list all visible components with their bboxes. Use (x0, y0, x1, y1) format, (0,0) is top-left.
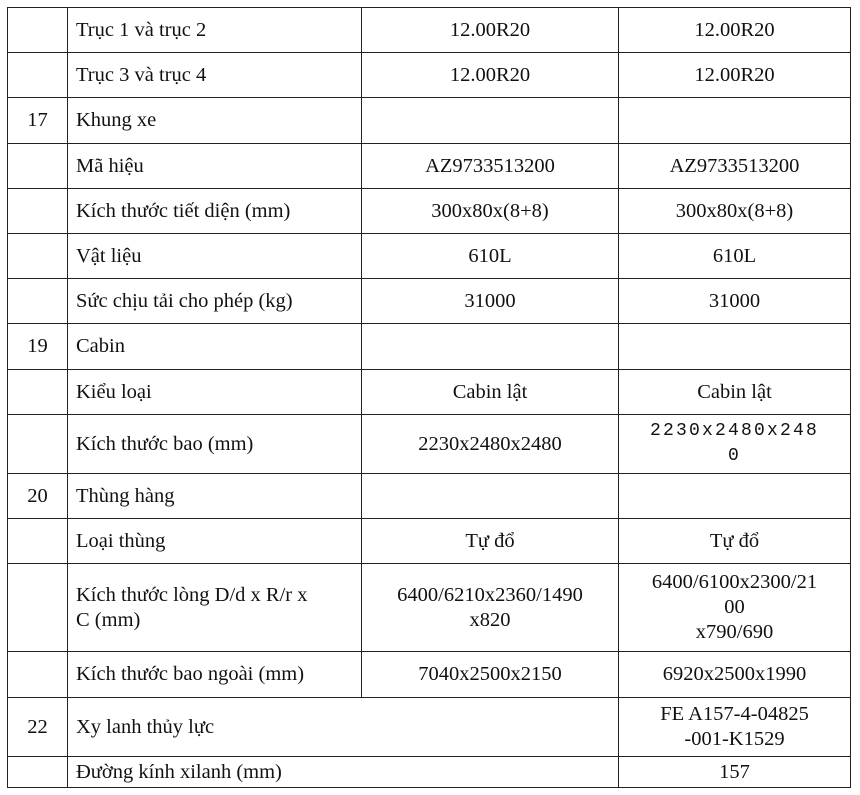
value-cell (619, 324, 851, 370)
value-cell (619, 698, 851, 757)
value-line: x790/690 (695, 621, 774, 643)
row-number (8, 279, 68, 324)
table-row (8, 698, 851, 757)
row-label: Vật liệu (68, 234, 362, 279)
value-cell: 12.00R20 (619, 8, 851, 53)
row-label: Kích thước bao (mm) (68, 415, 362, 474)
value-line: 6400/6210x2360/1490 (397, 583, 583, 606)
row-number (8, 652, 68, 698)
value-cell: 12.00R20 (362, 8, 619, 53)
value-cell (362, 98, 619, 144)
row-number (8, 234, 68, 279)
table-row (8, 98, 851, 144)
row-number (8, 8, 68, 53)
table-row (8, 279, 851, 324)
row-label: Đường kính xilanh (mm) (68, 757, 619, 788)
value-cell: 31000 (362, 279, 619, 324)
value-cell (619, 98, 851, 144)
label-line: Kích thước lòng D/d x R/r x (76, 583, 308, 606)
value-cell: 12.00R20 (362, 53, 619, 98)
table-row (8, 474, 851, 519)
row-label: Cabin (68, 324, 362, 370)
value-cell: AZ9733513200 (362, 144, 619, 189)
row-label: Kích thước bao ngoài (mm) (68, 652, 362, 698)
table-row (8, 564, 851, 652)
row-number: 22 (8, 698, 68, 757)
table-row (8, 324, 851, 370)
row-number (8, 757, 68, 788)
value-cell: 2230x2480x2480 (362, 415, 619, 474)
row-label: Thùng hàng (68, 474, 362, 519)
table-row (8, 370, 851, 415)
value-line: 00 (724, 596, 745, 618)
table-row (8, 8, 851, 53)
spec-table (7, 7, 851, 788)
table-row (8, 652, 851, 698)
row-number (8, 53, 68, 98)
value-line: 2230x2480x248 (649, 421, 820, 441)
table-row (8, 189, 851, 234)
row-number (8, 189, 68, 234)
row-label: Xy lanh thủy lực (68, 698, 619, 757)
table-row (8, 757, 851, 788)
value-line: 0 (727, 446, 741, 466)
value-cell: 610L (362, 234, 619, 279)
table-row (8, 519, 851, 564)
value-cell (619, 474, 851, 519)
value-cell: 12.00R20 (619, 53, 851, 98)
value-cell (619, 564, 851, 652)
value-cell (619, 415, 851, 474)
row-number: 17 (8, 98, 68, 144)
value-cell: 300x80x(8+8) (619, 189, 851, 234)
value-cell: 610L (619, 234, 851, 279)
row-number (8, 564, 68, 652)
value-cell: 6920x2500x1990 (619, 652, 851, 698)
value-cell: Tự đổ (362, 519, 619, 564)
value-cell: 31000 (619, 279, 851, 324)
value-cell: 157 (619, 757, 851, 788)
row-label: Trục 1 và trục 2 (68, 8, 362, 53)
row-number: 19 (8, 324, 68, 370)
value-cell (362, 474, 619, 519)
row-label: Mã hiệu (68, 144, 362, 189)
row-number (8, 519, 68, 564)
row-label: Khung xe (68, 98, 362, 144)
value-cell: Tự đổ (619, 519, 851, 564)
value-line: x820 (469, 608, 511, 631)
value-cell: Cabin lật (619, 370, 851, 415)
value-cell (362, 564, 619, 652)
label-line: C (mm) (76, 608, 141, 631)
value-cell (362, 324, 619, 370)
table-row (8, 234, 851, 279)
row-label: Kích thước tiết diện (mm) (68, 189, 362, 234)
row-number (8, 144, 68, 189)
table-row (8, 144, 851, 189)
row-label: Sức chịu tải cho phép (kg) (68, 279, 362, 324)
row-number: 20 (8, 474, 68, 519)
value-line: 6400/6100x2300/21 (651, 571, 818, 593)
row-label: Trục 3 và trục 4 (68, 53, 362, 98)
value-cell: Cabin lật (362, 370, 619, 415)
value-line: FE A157-4-04825 (660, 703, 809, 725)
value-cell: 7040x2500x2150 (362, 652, 619, 698)
row-label: Loại thùng (68, 519, 362, 564)
value-cell: AZ9733513200 (619, 144, 851, 189)
table-row (8, 53, 851, 98)
row-label: Kiểu loại (68, 370, 362, 415)
row-label (68, 564, 362, 652)
row-number (8, 415, 68, 474)
value-line: -001-K1529 (684, 728, 785, 750)
table-row (8, 415, 851, 474)
value-cell: 300x80x(8+8) (362, 189, 619, 234)
row-number (8, 370, 68, 415)
